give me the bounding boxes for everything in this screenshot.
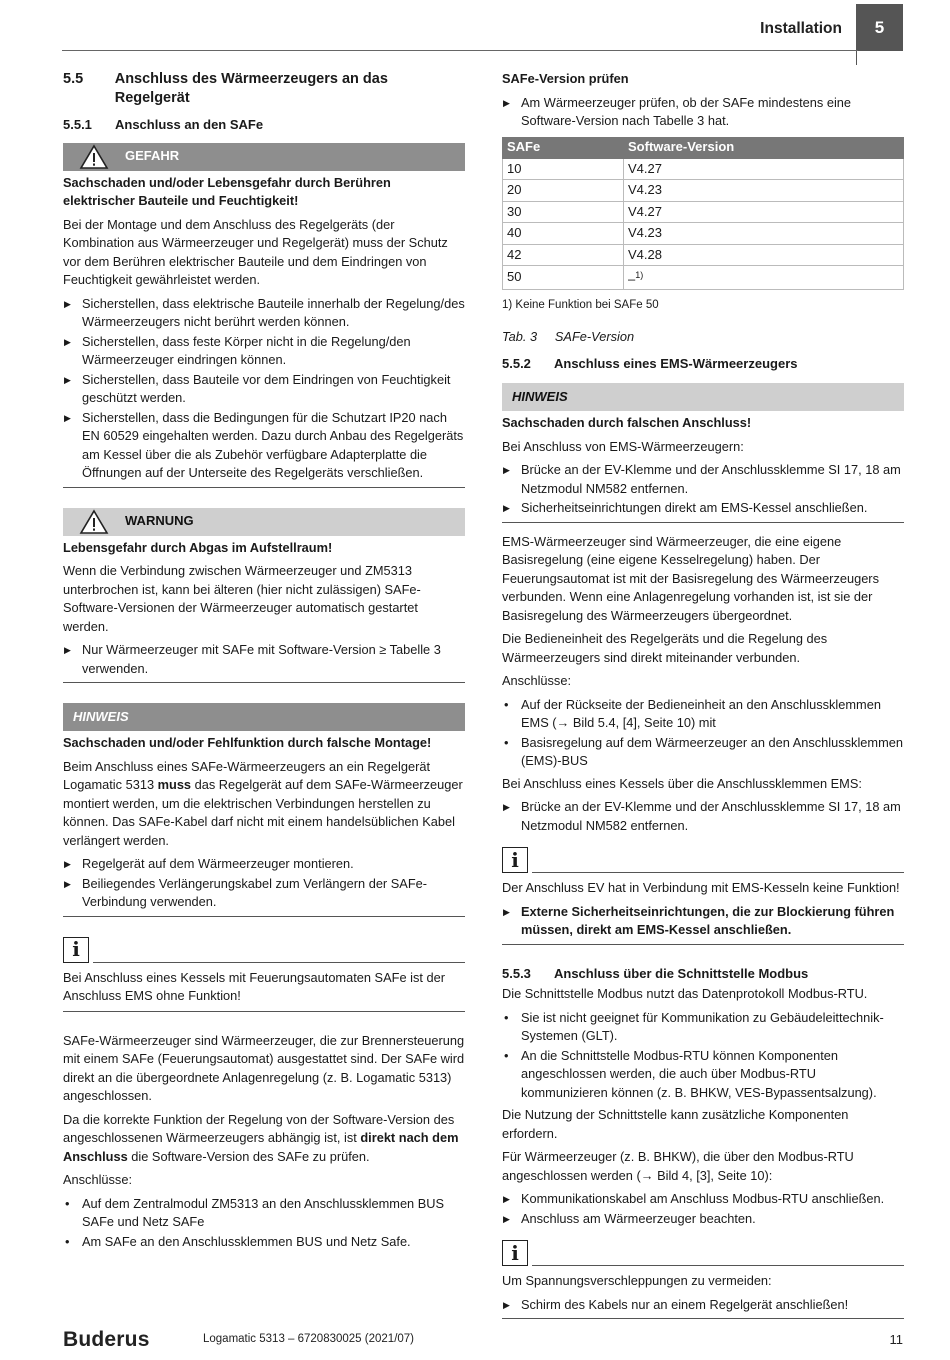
connections-list: [502, 696, 904, 771]
list-item: ▶ Nur Wärmeerzeuger mit SAFe mit Software-Version ≥ Tabelle 3 verwenden.: [63, 641, 465, 678]
warning-list: [63, 641, 465, 678]
table-header: SAFe: [503, 137, 624, 158]
warning-text: Wenn die Verbindung zwischen Wärmeerzeuger und ZM5313 unterbrochen ist, kann bei älteren (hier nicht zulässigen) SAFe- Software-Versionen der Wärmeerzeuger automatisch gestartet werden.: [63, 563, 421, 634]
section-rule: [63, 682, 465, 683]
connections-list: [63, 1195, 465, 1252]
notice-text-part: Beim Anschluss eines SAFe-Wärmeerzeugers an ein Regelgerät Logamatic 5313: [63, 758, 431, 792]
subsection-heading: [502, 355, 904, 374]
table-cell: V4.27: [624, 201, 904, 223]
list-item: ▶ Kommunikationskabel am Anschluss Modbus-RTU anschließen.: [502, 1190, 904, 1209]
section-title: Anschluss des Wärmeerzeugers an das Regelgerät: [114, 71, 388, 106]
table-cell: 10: [503, 158, 624, 180]
check-list: [502, 94, 904, 131]
table-caption: Tab. 3 SAFe-Version: [502, 329, 635, 345]
paragraph: Bei Anschluss eines Kessels über die Anschlussklemmen EMS:: [502, 775, 862, 791]
paragraph-bold: direkt nach dem Anschluss: [63, 1130, 459, 1164]
notice-text: Bei Anschluss von EMS-Wärmeerzeugern:: [502, 438, 744, 454]
subsection-number: 5.5.2: [502, 355, 531, 371]
warning-bar: [63, 508, 465, 536]
info-header: [63, 937, 465, 963]
list-item: • Am SAFe an den Anschlussklemmen BUS und Netz Safe.: [63, 1233, 465, 1252]
table-cell: [624, 266, 904, 290]
page-number: 11: [889, 1332, 903, 1347]
subsection-title: Anschluss an den SAFe: [115, 117, 264, 132]
notice-text-part: das Regelgerät auf dem SAFe-Wärmeerzeuger montiert werden, um die elektrischen Verbindungen herstellen zu können. Das SAFe-Kabel darf nicht mit einem handelsüblichen Kabel verlängert werden.: [63, 777, 463, 848]
table-cell: V4.23: [624, 180, 904, 202]
warning-label: WARNUNG: [125, 513, 194, 529]
paragraph: [63, 1111, 465, 1167]
list-item: ▶ Regelgerät auf dem Wärmeerzeuger montieren.: [63, 855, 465, 874]
info-icon: i: [502, 1240, 528, 1266]
running-header-title: Installation: [760, 20, 842, 37]
table-cell: 42: [503, 244, 624, 266]
subsection-heading: [502, 965, 904, 984]
notice-label: HINWEIS: [73, 708, 129, 724]
left-column: [63, 70, 465, 1255]
info-text: Bei Anschluss eines Kessels mit Feuerungsautomaten SAFe ist der Anschluss EMS ohne Funktion!: [63, 969, 445, 1003]
info-icon: i: [502, 847, 528, 873]
table-cell: V4.27: [624, 158, 904, 180]
table-cell: 20: [503, 180, 624, 202]
check-title: SAFe-Version prüfen: [502, 71, 629, 86]
notice-list: [63, 855, 465, 912]
info-header: [502, 1240, 904, 1266]
table-row: [503, 244, 904, 266]
notice-heading: Sachschaden durch falschen Anschluss!: [502, 415, 752, 431]
subsection-heading: [63, 116, 465, 135]
table-header-row: [503, 137, 904, 158]
list-item: ▶ Brücke an der EV-Klemme und der Anschlussklemme SI 17, 18 am Netzmodul NM582 entfernen.: [502, 798, 904, 835]
brand-logo: Buderus: [63, 1328, 150, 1351]
notice-heading: Sachschaden und/oder Fehlfunktion durch falsche Montage!: [63, 735, 432, 750]
danger-text: Bei der Montage und dem Anschluss des Regelgeräts (der Kombination aus Wärmeerzeuger und Regelgerät) muss der Schutz vor dem Berühren elektrischer Bauteile und dem Eindringen von Feuchtigkeit gewährleistet werden.: [63, 216, 448, 287]
danger-bar: [63, 143, 465, 171]
section-rule: [63, 1011, 465, 1012]
list-item: ▶ Beiliegendes Verlängerungskabel zum Verlängern der SAFe-Verbindung verwenden.: [63, 875, 465, 912]
section-rule: [502, 1318, 904, 1319]
info-rule: [93, 962, 465, 963]
info-rule: [532, 872, 904, 873]
paragraph-part: die Software-Version des SAFe zu prüfen.: [127, 1148, 370, 1164]
footnote-marker: 1): [635, 270, 644, 280]
right-column: [502, 70, 904, 1319]
list-item: ▶ Brücke an der EV-Klemme und der Anschlussklemme SI 17, 18 am Netzmodul NM582 entfernen.: [502, 461, 904, 498]
table-row: [503, 266, 904, 290]
table-row: [503, 201, 904, 223]
modbus-list: [502, 1009, 904, 1103]
header-tick: [856, 51, 857, 65]
notice-bar: [63, 703, 465, 731]
warning-heading: Lebensgefahr durch Abgas im Aufstellraum!: [63, 539, 333, 555]
table-cell: V4.28: [624, 244, 904, 266]
connections-label: Anschlüsse:: [502, 673, 571, 689]
header-rule: [62, 50, 858, 51]
warning-triangle-icon: [79, 144, 109, 170]
list-item: ▶ Am Wärmeerzeuger prüfen, ob der SAFe mindestens eine Software-Version nach Tabelle 3 hat.: [502, 94, 904, 131]
subsection-number: 5.5.1: [63, 117, 92, 132]
modbus-steps: [502, 1190, 904, 1228]
section-number: 5.5: [63, 71, 84, 87]
list-item: ▶ Externe Sicherheitseinrichtungen, die zur Blockierung führen müssen, direkt am EMS-Kessel anschließen.: [502, 903, 904, 940]
list-item: ▶ Sicherstellen, dass die Bedingungen für die Schutzart IP20 nach EN 60529 eingehalten werden. Dazu durch Anbau des Regelgeräts am Kessel über die als Zubehör verfügbare Adapterplatte die Öffnungen auf der Unterseite des Regelgeräts verschließen.: [63, 409, 465, 483]
subsection-title: Anschluss über die Schnittstelle Modbus: [554, 965, 809, 981]
section-rule: [63, 487, 465, 488]
section-rule: [63, 916, 465, 917]
chapter-number-tab: 5: [856, 4, 903, 51]
ems-list: [502, 798, 904, 835]
list-item: • Sie ist nicht geeignet für Kommunikation zu Gebäudeleittechnik-Systemen (GLT).: [502, 1009, 904, 1046]
info-rule: [532, 1265, 904, 1266]
table-cell-dash: –: [628, 271, 636, 287]
paragraph: Für Wärmeerzeuger (z. B. BHKW), die über den Modbus-RTU angeschlossen werden (→ Bild 4, [3], Seite 10):: [502, 1149, 854, 1183]
danger-heading: Sachschaden und/oder Lebensgefahr durch Berühren elektrischer Bauteile und Feuchtigkeit!: [63, 174, 391, 208]
document-id: Logamatic 5313 – 6720830025 (2021/07): [203, 1333, 415, 1345]
list-item: ▶ Anschluss am Wärmeerzeuger beachten.: [502, 1210, 904, 1229]
notice-bar: [502, 383, 904, 411]
list-item: • An die Schnittstelle Modbus-RTU können Komponenten angeschlossen werden, die auch über Modbus-RTU kommunizieren können (z. B. BHKW, VES-Bypassentsalzung).: [502, 1047, 904, 1103]
section-rule: [502, 522, 904, 523]
paragraph-part: Da die korrekte Funktion der Regelung von der Software-Version des angeschlossenen Wärmeerzeugers abhängig ist, ist: [63, 1111, 455, 1145]
list-item: ▶ Schirm des Kabels nur an einem Regelgerät anschließen!: [502, 1296, 904, 1315]
table-footnote: 1) Keine Funktion bei SAFe 50: [502, 298, 659, 311]
section-heading: [63, 70, 465, 107]
list-item: ▶ Sicherstellen, dass elektrische Bauteile innerhalb der Regelung/des Wärmeerzeugers nicht berührt werden können.: [63, 295, 465, 332]
section-rule: [502, 944, 904, 945]
info-header: [502, 847, 904, 873]
table-cell: 50: [503, 266, 624, 290]
warning-triangle-icon: [79, 509, 109, 535]
subsection-number: 5.5.3: [502, 965, 531, 981]
table-cell: 40: [503, 223, 624, 245]
list-item: ▶ Sicherheitseinrichtungen direkt am EMS-Kessel anschließen.: [502, 499, 904, 518]
table-row: [503, 223, 904, 245]
connections-label: Anschlüsse:: [63, 1172, 132, 1187]
list-item: • Auf dem Zentralmodul ZM5313 an den Anschlussklemmen BUS SAFe und Netz SAFe: [63, 1195, 465, 1232]
info-list: [502, 903, 904, 940]
list-item: • Auf der Rückseite der Bedieneinheit an den Anschlussklemmen EMS (→ Bild 5.4, [4], Seite 10) mit: [502, 696, 904, 733]
table-header: Software-Version: [624, 137, 904, 158]
notice-list: [502, 461, 904, 518]
table-row: [503, 180, 904, 202]
danger-label: GEFAHR: [125, 148, 180, 164]
paragraph: SAFe-Wärmeerzeuger sind Wärmeerzeuger, die zur Brennersteuerung mit einem SAFe (Feuerungsautomat) ausgestattet sind. Der SAFe wird direkt an die übergeordnete Anlagenregelung (z. B. Logamatic 5313) angeschlossen.: [63, 1032, 465, 1103]
notice-text-bold: muss: [157, 777, 192, 792]
info-icon: i: [63, 937, 89, 963]
table-cell: 30: [503, 201, 624, 223]
paragraph: EMS-Wärmeerzeuger sind Wärmeerzeuger, die eine eigene Basisregelung (eine eigene Kesselregelung) haben. Der Feuerungsautomat ist mit der Basisregelung des Wärmeerzeugers verbunden. Wenn eine Anlagenregelung vorhanden ist, ist sie der Basisregelung des Wärmeerzeugers übergeordnet.: [502, 533, 879, 623]
danger-list: [63, 295, 465, 483]
paragraph: Die Schnittstelle Modbus nutzt das Datenprotokoll Modbus-RTU.: [502, 986, 868, 1002]
paragraph: Die Bedieneinheit des Regelgeräts und die Regelung des Wärmeerzeugers sind direkt miteinander verbunden.: [502, 631, 828, 665]
paragraph: Die Nutzung der Schnittstelle kann zusätzliche Komponenten erfordern.: [502, 1107, 849, 1141]
notice-label: HINWEIS: [512, 389, 568, 405]
notice-text: [63, 758, 465, 851]
subsection-title: Anschluss eines EMS-Wärmeerzeugers: [554, 355, 798, 371]
table-cell: V4.23: [624, 223, 904, 245]
info-list: [502, 1296, 904, 1315]
table-row: [503, 158, 904, 180]
list-item: • Basisregelung auf dem Wärmeerzeuger an den Anschlussklemmen (EMS)-BUS: [502, 734, 904, 771]
info-text: Um Spannungsverschleppungen zu vermeiden:: [502, 1273, 772, 1289]
safe-version-table: [502, 137, 904, 290]
list-item: ▶ Sicherstellen, dass feste Körper nicht in die Regelung/den Wärmeerzeuger eindringen können.: [63, 333, 465, 370]
list-item: ▶ Sicherstellen, dass Bauteile vor dem Eindringen von Feuchtigkeit geschützt werden.: [63, 371, 465, 408]
info-text: Der Anschluss EV hat in Verbindung mit EMS-Kesseln keine Funktion!: [502, 880, 900, 896]
